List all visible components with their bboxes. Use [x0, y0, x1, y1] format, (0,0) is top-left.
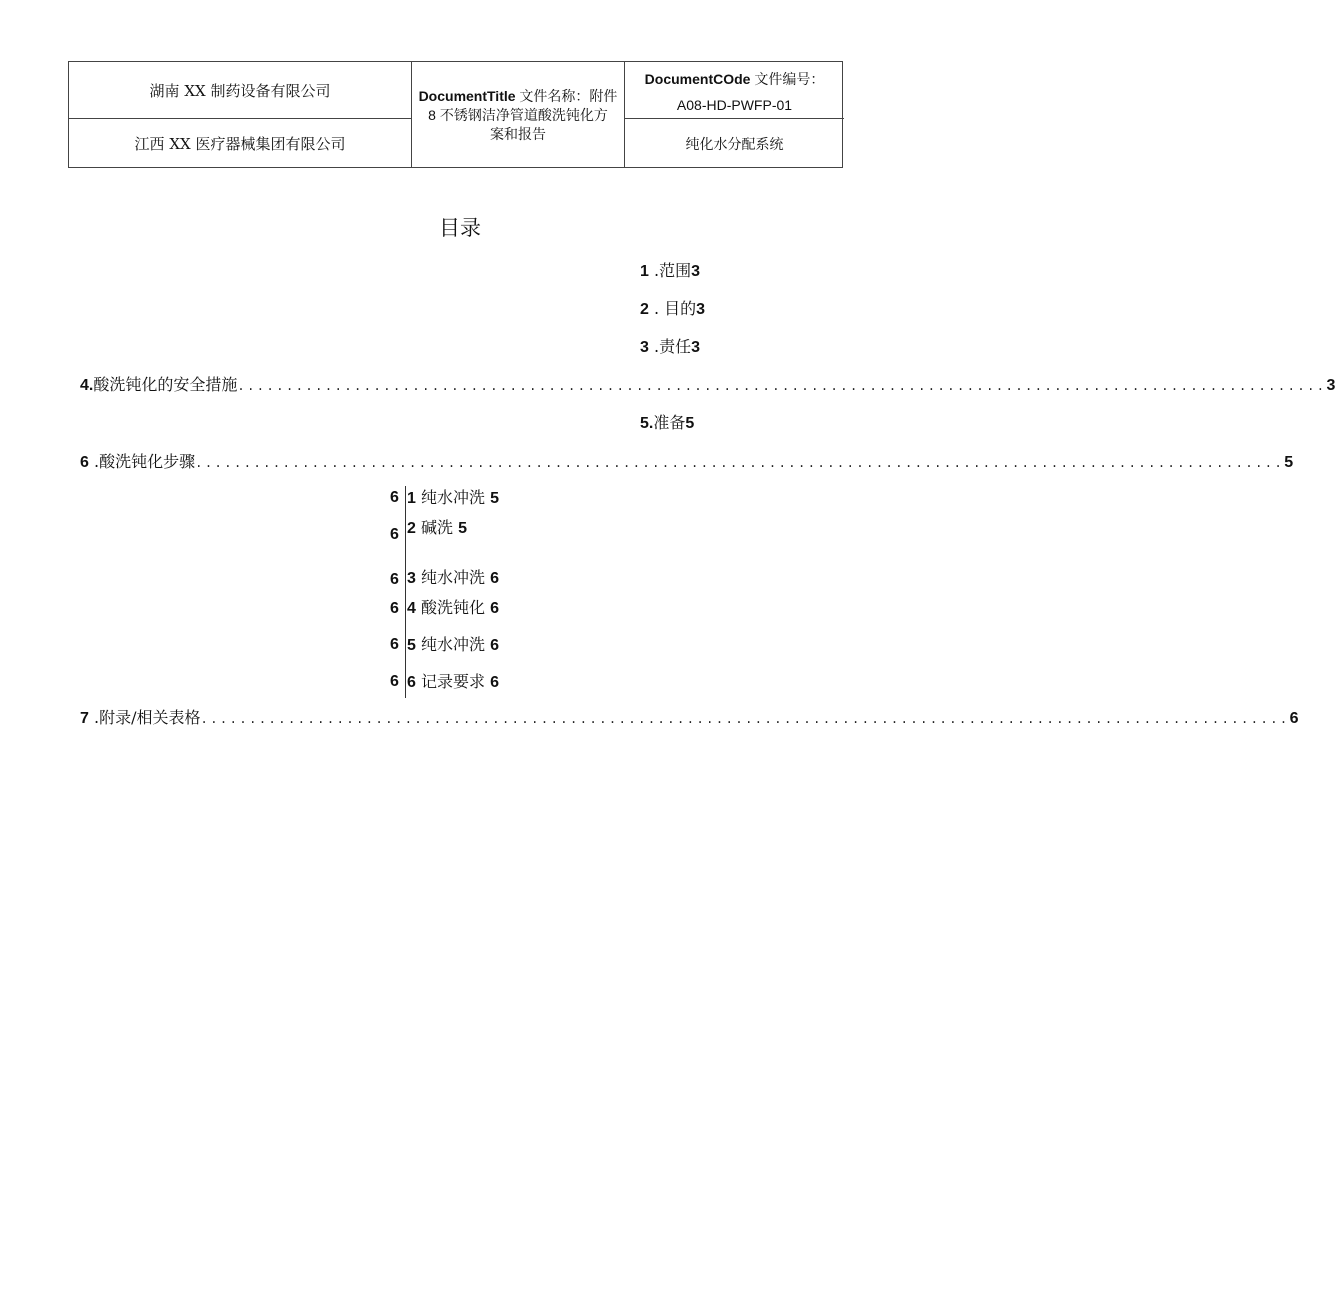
- document-code-cell: [625, 62, 844, 118]
- toc-sub-item-6-6[interactable]: 6 记录要求 6: [407, 672, 499, 691]
- sub-item-major-6: 6: [390, 673, 399, 690]
- toc-title: 目录: [439, 216, 481, 240]
- dot-leader: ................................................................................................................: [237, 379, 1327, 393]
- toc-sub-item-6-1[interactable]: 1 纯水冲洗 5: [407, 488, 499, 507]
- toc-item-1[interactable]: 1 .范围3: [640, 261, 700, 280]
- sub-item-major-1: 6: [390, 489, 399, 506]
- dot-leader: ................................................................................................................: [200, 712, 1290, 726]
- toc-item-6[interactable]: 6 .酸洗钝化步骤 ................................................................................................................ 5: [80, 452, 1294, 471]
- document-title-label-en: DocumentTitle: [418, 87, 516, 104]
- document-title-line-3: 案和报告: [490, 125, 546, 142]
- document-title-line-1: [419, 87, 618, 106]
- toc-item-5[interactable]: 5.准备5: [640, 413, 695, 432]
- toc-item-3[interactable]: 3 .责任3: [640, 337, 700, 356]
- document-title-label-cn: 文件名称：附件: [515, 87, 618, 104]
- sub-item-major-5: 6: [390, 636, 399, 653]
- sub-item-major-3: 6: [390, 571, 399, 588]
- sub-item-major-2: 6: [390, 526, 399, 543]
- document-title-cell: [412, 62, 624, 168]
- toc-sub-item-6-5[interactable]: 5 纯水冲洗 6: [407, 635, 499, 654]
- dot-leader: ................................................................................................................: [195, 456, 1285, 470]
- toc-item-4[interactable]: 4.酸洗钝化的安全措施 ................................................................................................................ 3: [80, 375, 1335, 394]
- company-name-2: 江西 XX 医疗器械集团有限公司: [134, 135, 346, 153]
- toc-sub-item-6-2[interactable]: 2 碱洗 5: [407, 518, 467, 537]
- document-title-line-2: 8 不锈钢洁净管道酸洗钝化方: [428, 106, 608, 123]
- toc-item-2[interactable]: 2 . 目的3: [640, 299, 706, 318]
- document-code-value: A08-HD-PWFP-01: [676, 97, 793, 113]
- toc-sub-item-6-4[interactable]: 4 酸洗钝化 6: [407, 598, 499, 617]
- system-name: 纯化水分配系统: [685, 135, 784, 152]
- toc-item-7[interactable]: 7 .附录/相关表格 ................................................................................................................ 6: [80, 708, 1299, 727]
- toc-sub-item-6-3[interactable]: 3 纯水冲洗 6: [407, 568, 499, 587]
- company-name-1: 湖南 XX 制药设备有限公司: [149, 81, 331, 100]
- document-code-label-en: DocumentCOde: [644, 71, 751, 87]
- document-code-label-cn: 文件编号：: [750, 71, 825, 87]
- sub-item-major-4: 6: [390, 600, 399, 617]
- sub-item-divider: [405, 486, 406, 698]
- document-header-table: [68, 61, 843, 168]
